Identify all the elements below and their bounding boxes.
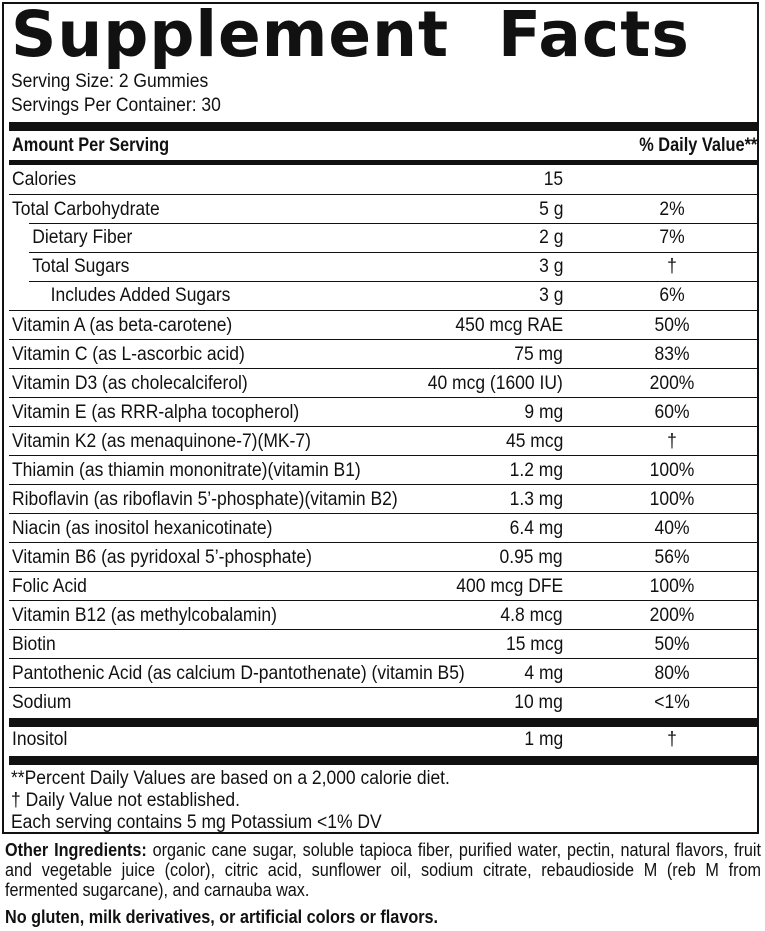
nutrient-amount: 15 [543, 169, 563, 190]
table-row [9, 223, 757, 252]
serving-size: Serving Size: 2 Gummies [11, 71, 209, 92]
nutrient-name: Includes Added Sugars [50, 285, 231, 306]
table-row [9, 542, 757, 571]
nutrient-amount: 75 mg [514, 344, 563, 365]
nutrient-amount: 1 mg [524, 729, 563, 750]
table-row [9, 600, 757, 629]
row-separator [29, 223, 757, 224]
nutrient-daily-value: <1% [654, 692, 690, 713]
other-ingredients-text: organic cane sugar, soluble tapioca fiber, purified water, pectin, natural flavors, fruit and vegetable juice (color), citric acid, sunflower oil, sodium citrate, rebaudioside M (reb M from fermented sugarcane), and carnauba wax. [5, 840, 762, 900]
nutrient-name: Vitamin E (as RRR-alpha tocopherol) [12, 402, 300, 423]
table-row [9, 629, 757, 658]
nutrient-name: Sodium [12, 692, 72, 713]
table-row [9, 339, 757, 368]
nutrient-name: Pantothenic Acid (as calcium D-pantothenate) (vitamin B5) [12, 663, 465, 684]
nutrient-daily-value: 7% [659, 227, 685, 248]
nutrient-amount: 10 mg [514, 692, 563, 713]
nutrient-amount: 5 g [538, 199, 563, 220]
nutrient-amount: 40 mcg (1600 IU) [427, 373, 563, 394]
nutrient-amount: 3 g [538, 285, 563, 306]
thick-divider-bottom [9, 756, 757, 765]
nutrient-daily-value: 100% [649, 489, 695, 510]
daily-value-label: % Daily Value** [638, 135, 757, 156]
nutrient-amount: 3 g [538, 256, 563, 277]
table-row [9, 165, 757, 194]
table-row [9, 194, 757, 223]
table-row [9, 484, 757, 513]
nutrient-amount: 2 g [538, 227, 563, 248]
amount-per-serving-label: Amount Per Serving [12, 135, 170, 156]
nutrient-daily-value: 2% [659, 199, 685, 220]
nutrient-daily-value: † [667, 729, 677, 750]
nutrient-daily-value: 50% [654, 315, 690, 336]
nutrient-amount: 15 mcg [505, 634, 563, 655]
nutrient-daily-value: † [667, 431, 677, 452]
nutrient-amount: 1.3 mg [509, 489, 563, 510]
nutrient-name: Niacin (as inositol hexanicotinate) [12, 518, 273, 539]
nutrient-name: Vitamin C (as L-ascorbic acid) [12, 344, 245, 365]
table-row [9, 687, 757, 716]
nutrient-name: Thiamin (as thiamin mononitrate)(vitamin B1) [12, 460, 361, 481]
nutrient-name: Vitamin B12 (as methylcobalamin) [12, 605, 277, 626]
panel-title: Supplement Facts [11, 0, 690, 71]
nutrient-amount: 45 mcg [505, 431, 563, 452]
thick-divider-top [9, 122, 757, 131]
table-row [9, 571, 757, 600]
table-row [9, 368, 757, 397]
nutrient-name: Calories [12, 169, 77, 190]
nutrient-name: Biotin [12, 634, 56, 655]
table-row [9, 281, 757, 310]
footnote-dagger: † Daily Value not established. [11, 790, 241, 811]
nutrient-name: Vitamin B6 (as pyridoxal 5’-phosphate) [12, 547, 312, 568]
servings-per-container: Servings Per Container: 30 [11, 95, 221, 116]
table-row [9, 513, 757, 542]
table-row [9, 455, 757, 484]
nutrient-amount: 6.4 mg [509, 518, 563, 539]
table-header [9, 131, 757, 160]
nutrient-amount: 4.8 mcg [500, 605, 563, 626]
table-row [9, 252, 757, 281]
table-row [9, 397, 757, 426]
nutrient-daily-value: † [667, 256, 677, 277]
thick-divider-inositol [9, 718, 757, 727]
nutrient-daily-value: 6% [659, 285, 685, 306]
nutrient-daily-value: 200% [649, 605, 695, 626]
nutrient-name: Inositol [12, 729, 68, 750]
other-ingredients-label: Other Ingredients: [5, 840, 147, 860]
allergen-statement: No gluten, milk derivatives, or artificial colors or flavors. [5, 907, 439, 927]
table-row [9, 310, 757, 339]
nutrient-name: Vitamin D3 (as cholecalciferol) [12, 373, 248, 394]
footnote-daily-values: **Percent Daily Values are based on a 2,000 calorie diet. [11, 768, 450, 789]
nutrient-name: Vitamin K2 (as menaquinone-7)(MK-7) [12, 431, 311, 452]
nutrient-daily-value: 80% [654, 663, 690, 684]
nutrient-daily-value: 200% [649, 373, 695, 394]
nutrient-daily-value: 100% [649, 576, 695, 597]
nutrient-amount: 4 mg [524, 663, 563, 684]
nutrient-name: Folic Acid [12, 576, 87, 597]
nutrient-name: Dietary Fiber [32, 227, 133, 248]
nutrient-name: Total Carbohydrate [12, 199, 160, 220]
table-row [9, 725, 757, 754]
nutrient-amount: 9 mg [524, 402, 563, 423]
nutrient-name: Vitamin A (as beta-carotene) [12, 315, 233, 336]
row-separator [29, 252, 757, 253]
supplement-facts-panel [2, 2, 759, 834]
footnote-potassium: Each serving contains 5 mg Potassium <1% DV [11, 812, 382, 833]
nutrient-amount: 450 mcg RAE [455, 315, 563, 336]
row-separator [29, 281, 757, 282]
nutrient-name: Total Sugars [32, 256, 130, 277]
nutrient-daily-value: 100% [649, 460, 695, 481]
nutrient-daily-value: 50% [654, 634, 690, 655]
table-row [9, 426, 757, 455]
nutrient-daily-value: 56% [654, 547, 690, 568]
table-row [9, 658, 757, 687]
nutrient-daily-value: 60% [654, 402, 690, 423]
nutrient-amount: 1.2 mg [509, 460, 563, 481]
nutrient-daily-value: 83% [654, 344, 690, 365]
nutrient-amount: 400 mcg DFE [456, 576, 563, 597]
nutrient-amount: 0.95 mg [499, 547, 563, 568]
other-ingredients [5, 840, 761, 900]
nutrient-daily-value: 40% [654, 518, 690, 539]
nutrient-name: Riboflavin (as riboflavin 5’-phosphate)(vitamin B2) [12, 489, 398, 510]
